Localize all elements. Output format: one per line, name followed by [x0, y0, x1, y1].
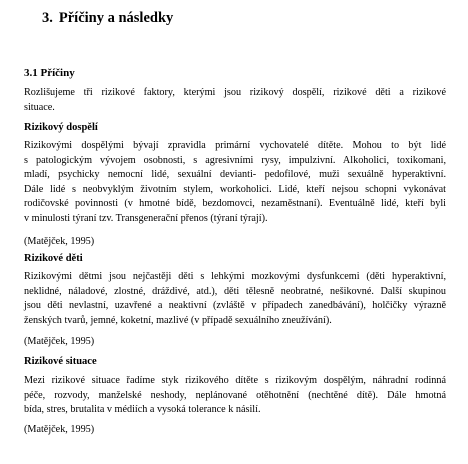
citation: (Matějček, 1995) [24, 236, 95, 247]
paragraph-line: jsou děti nevlastní, uzavřené a neaktivní (zvláště v případech zanedbávání), holčičky výrazně [24, 300, 446, 311]
chapter-number: 3. [42, 10, 53, 26]
paragraph-deti [24, 270, 446, 328]
paragraph-line: situace. [24, 101, 55, 113]
chapter-heading [42, 10, 173, 27]
subsection-heading-deti: Rizikové děti [24, 253, 83, 264]
paragraph-line: bída, stres, brutalita v médiích a vysoká tolerance k násilí. [24, 404, 261, 415]
paragraph-line: v minulosti týraní tzv. Transgenerační přenos (týraní týrají). [24, 212, 268, 224]
citation: (Matějček, 1995) [24, 424, 95, 435]
paragraph-line: péče, rozvody, manželské neshody, neplánované otěhotnění (nechtěné dítě). Dále hmotná [24, 389, 446, 401]
subsection-heading-situace: Rizikové situace [24, 356, 97, 367]
paragraph-line: Rizikovými dětmi jsou nejčastěji děti s lehkými mozkovými dysfunkcemi (děti hyperaktivní, [24, 271, 446, 282]
paragraph-line: ženských tvarů, jemné, koketní, mazlivé (v případě sexuálního zneužívání). [24, 314, 332, 326]
paragraph-line: Rozlišujeme tři rizikové faktory, kterými jsou rizikový dospělí, rizikové děti a rizikové [24, 87, 446, 98]
paragraph-line: mladí, psychicky nemocní lidé, sexuální devianti- pedofilové, muži sexuálně hyperaktivní. [24, 169, 446, 180]
paragraph-line: Dále lidé s neobvyklým životním stylem, workoholici. Lidé, kteří nejsou schopni vykonávat [24, 183, 446, 195]
paragraph-line: neklidné, náladové, zlostné, dráždivé, atd.), děti tělesně neobratné, nešikovné. Další skupinou [24, 285, 446, 297]
paragraph-line: Mezi rizikové situace řadíme styk rizikového dítěte s rizikovým dospělým, náhradní rodinná [24, 375, 446, 386]
paragraph-line: rodičovské povinnosti (v hmotné bídě, bezdomovci, nezaměstnaní). Eventuálně lidé, kteří byli [24, 198, 446, 209]
subsection-heading-dospeli: Rizikový dospělí [24, 122, 98, 133]
chapter-title-text: Příčiny a následky [58, 10, 174, 26]
paragraph-line: s patologickým vývojem osobnosti, s agresivními rysy, impulzivní. Alkoholici, toxikomani, [24, 154, 446, 166]
section-heading: 3.1 Příčiny [24, 67, 75, 79]
citation: (Matějček, 1995) [24, 336, 95, 347]
intro-paragraph [24, 86, 446, 115]
paragraph-line: Rizikovými dospělými bývají zpravidla primární vychovatelé dítěte. Mohou to být lidé [24, 140, 446, 151]
paragraph-situace [24, 374, 446, 418]
paragraph-dospeli [24, 139, 446, 226]
